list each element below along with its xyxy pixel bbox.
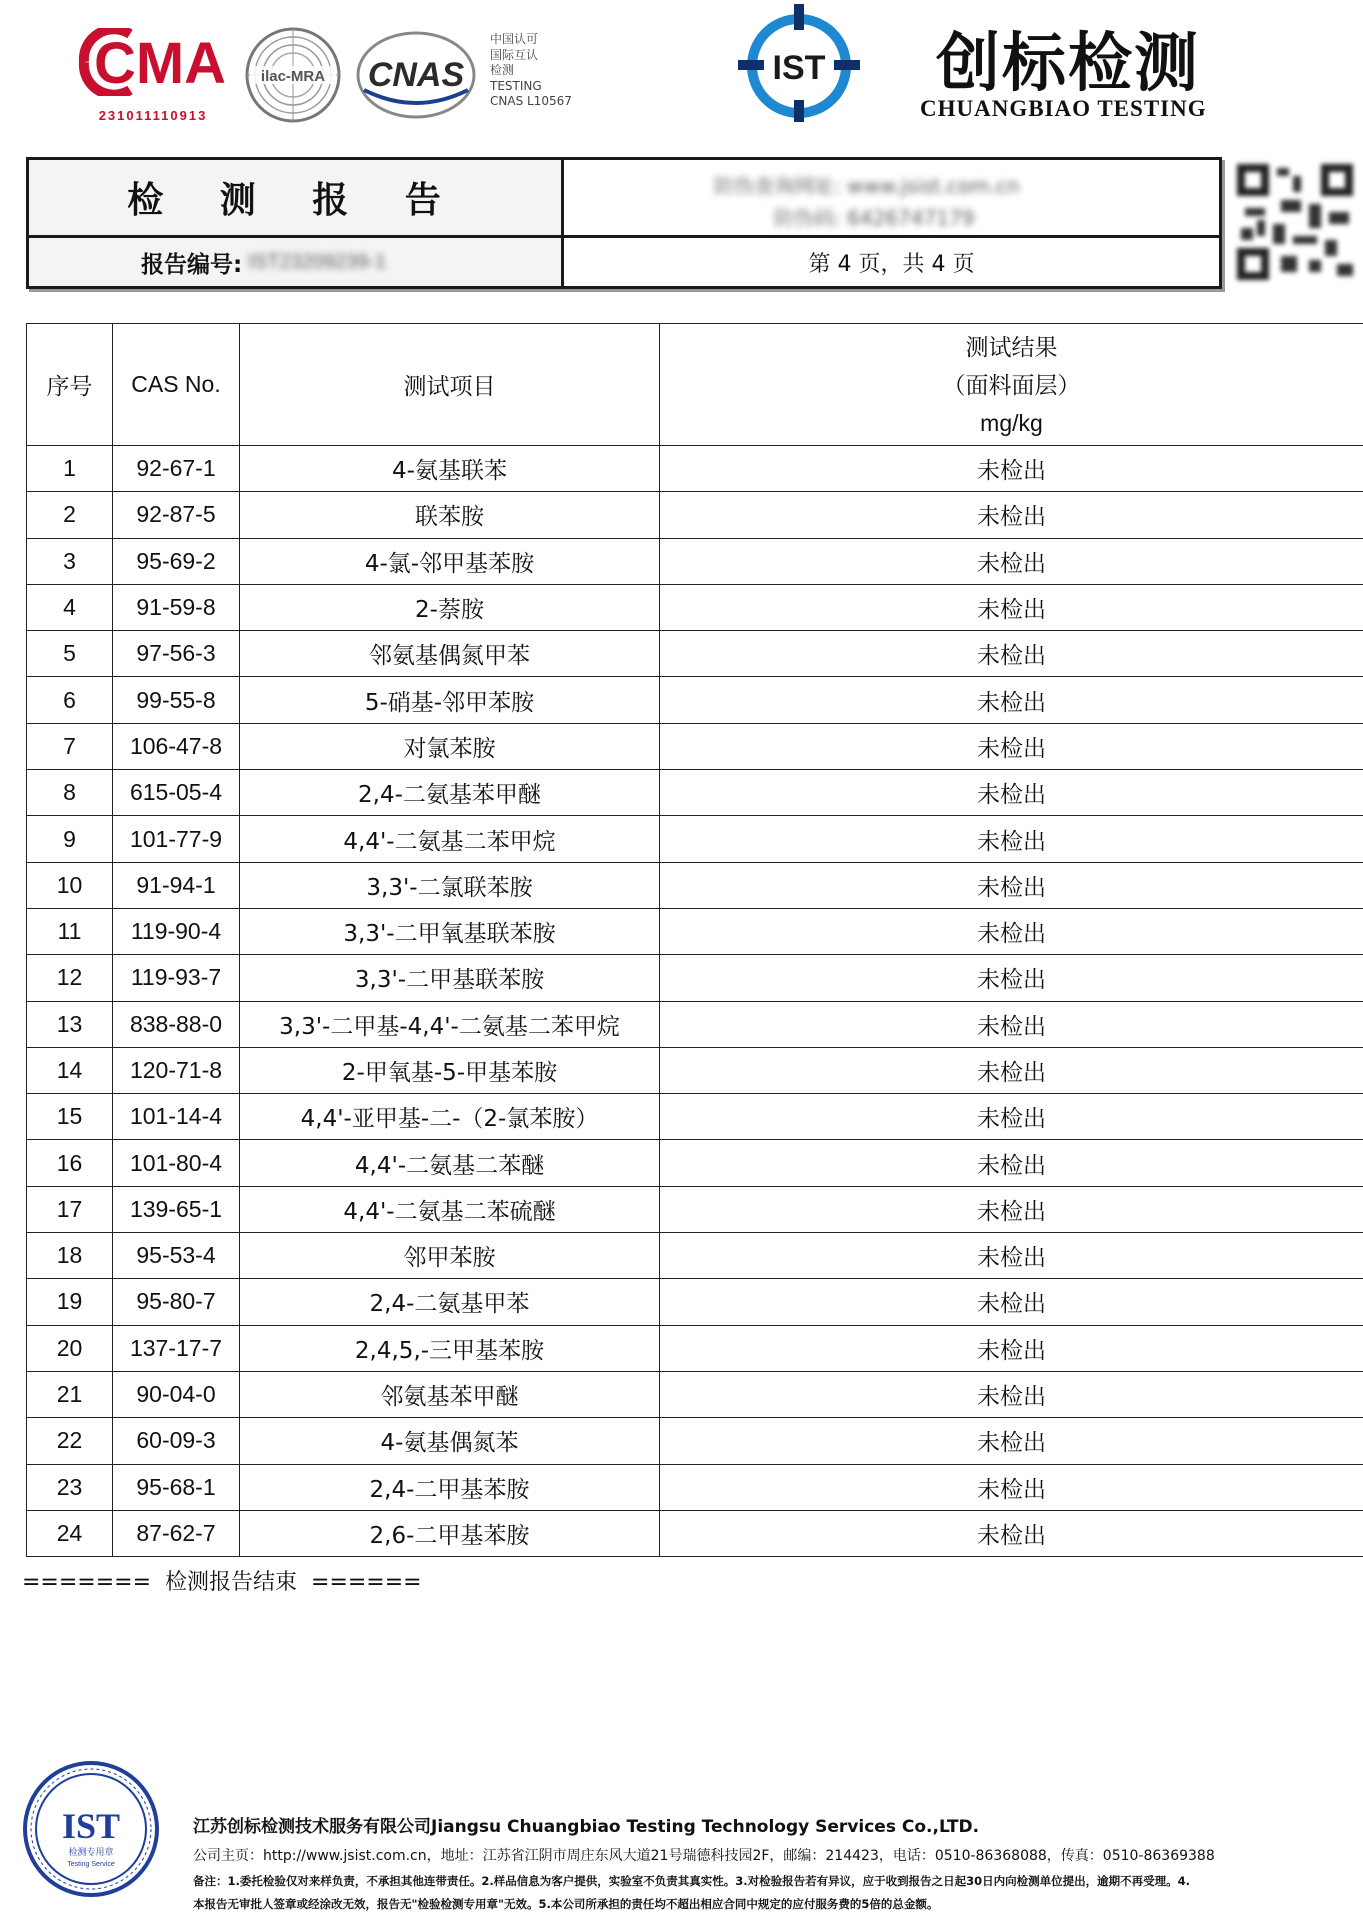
ilac-mra-logo	[244, 26, 342, 124]
footer-note: 本报告无审批人签章或经涂改无效，报告无"检验检测专用章"无效。5.本公司所承担的责任均不超出相应合同中规定的应付服务费的5倍的总金额。	[193, 1897, 939, 1911]
table-header-row	[27, 324, 1363, 446]
verify-code: 防伪码: 6426747179	[774, 206, 975, 230]
header-cas: CAS No.	[113, 324, 240, 446]
cell-item: 2,4-二氨基苯甲醚	[240, 770, 660, 816]
cell-result: 未检出	[660, 908, 1363, 954]
anti-fake-info	[564, 160, 1219, 235]
cell-seq: 21	[27, 1371, 113, 1417]
cell-cas: 97-56-3	[113, 631, 240, 677]
cell-seq: 14	[27, 1047, 113, 1093]
cell-cas: 95-69-2	[113, 538, 240, 584]
table-row	[27, 584, 1363, 630]
cell-item: 联苯胺	[240, 492, 660, 538]
cell-result: 未检出	[660, 1233, 1363, 1279]
table-row	[27, 492, 1363, 538]
table-row	[27, 631, 1363, 677]
cma-number: 231011110913	[98, 108, 208, 123]
cell-item: 4-氯-邻甲基苯胺	[240, 538, 660, 584]
cell-result: 未检出	[660, 584, 1363, 630]
table-row	[27, 446, 1363, 492]
cell-seq: 17	[27, 1186, 113, 1232]
table-row	[27, 908, 1363, 954]
results-table	[26, 323, 1363, 1557]
cell-item: 4-氨基联苯	[240, 446, 660, 492]
cell-item: 2,4-二甲基苯胺	[240, 1464, 660, 1510]
table-row	[27, 955, 1363, 1001]
cell-result: 未检出	[660, 1094, 1363, 1140]
ilac-text: ilac-MRA	[260, 68, 326, 85]
cell-item: 3,3'-二甲基-4,4'-二氨基二苯甲烷	[240, 1001, 660, 1047]
table-row	[27, 1371, 1363, 1417]
cell-item: 2-萘胺	[240, 584, 660, 630]
cnas-caption-line: TESTING	[490, 78, 542, 93]
cell-item: 2-甲氧基-5-甲基苯胺	[240, 1047, 660, 1093]
seal-sub: 检测专用章	[68, 1848, 114, 1858]
cell-seq: 13	[27, 1001, 113, 1047]
qr-code-icon	[1233, 160, 1357, 284]
cell-cas: 95-80-7	[113, 1279, 240, 1325]
cell-result: 未检出	[660, 631, 1363, 677]
seal-sub-en: Testing Service	[67, 1861, 115, 1868]
cell-item: 4-氨基偶氮苯	[240, 1418, 660, 1464]
cell-result: 未检出	[660, 1418, 1363, 1464]
cell-seq: 5	[27, 631, 113, 677]
page-indicator: 第 4 页，共 4 页	[808, 251, 975, 277]
table-row	[27, 1047, 1363, 1093]
cell-seq: 1	[27, 446, 113, 492]
divider	[561, 160, 564, 286]
cell-result: 未检出	[660, 955, 1363, 1001]
cell-cas: 91-59-8	[113, 584, 240, 630]
verify-url: 防伪查询网址: www.jsist.com.cn	[714, 174, 1020, 198]
cell-result: 未检出	[660, 816, 1363, 862]
cell-cas: 119-93-7	[113, 955, 240, 1001]
cell-cas: 95-53-4	[113, 1233, 240, 1279]
logo-strip	[0, 0, 1363, 150]
table-row	[27, 723, 1363, 769]
report-number-row	[29, 238, 561, 286]
cell-cas: 106-47-8	[113, 723, 240, 769]
cell-seq: 2	[27, 492, 113, 538]
cell-cas: 87-62-7	[113, 1510, 240, 1556]
cell-cas: 139-65-1	[113, 1186, 240, 1232]
cell-seq: 4	[27, 584, 113, 630]
cell-seq: 20	[27, 1325, 113, 1371]
footer-company: 江苏创标检测技术服务有限公司Jiangsu Chuangbiao Testing Technology Services Co.,LTD.	[193, 1817, 980, 1837]
cell-item: 4,4'-二氨基二苯醚	[240, 1140, 660, 1186]
cell-item: 4,4'-亚甲基-二-（2-氯苯胺）	[240, 1094, 660, 1140]
cell-seq: 24	[27, 1510, 113, 1556]
cell-result: 未检出	[660, 677, 1363, 723]
cell-result: 未检出	[660, 862, 1363, 908]
cell-cas: 60-09-3	[113, 1418, 240, 1464]
cell-result: 未检出	[660, 446, 1363, 492]
cell-cas: 101-80-4	[113, 1140, 240, 1186]
cell-seq: 19	[27, 1279, 113, 1325]
cell-result: 未检出	[660, 1140, 1363, 1186]
table-row	[27, 1186, 1363, 1232]
table-row	[27, 677, 1363, 723]
table-row	[27, 1279, 1363, 1325]
header-seq: 序号	[27, 324, 113, 446]
cell-seq: 16	[27, 1140, 113, 1186]
cell-item: 对氯苯胺	[240, 723, 660, 769]
cell-result: 未检出	[660, 723, 1363, 769]
cell-cas: 92-67-1	[113, 446, 240, 492]
table-row	[27, 1094, 1363, 1140]
cell-item: 2,6-二甲基苯胺	[240, 1510, 660, 1556]
cell-result: 未检出	[660, 492, 1363, 538]
cell-item: 2,4,5,-三甲基苯胺	[240, 1325, 660, 1371]
table-row	[27, 1510, 1363, 1556]
cnas-caption-line: 检测	[490, 63, 515, 77]
cell-result: 未检出	[660, 770, 1363, 816]
cell-seq: 15	[27, 1094, 113, 1140]
report-title: 检 测 报 告	[29, 160, 561, 235]
cell-result: 未检出	[660, 1371, 1363, 1417]
cell-item: 3,3'-二甲基联苯胺	[240, 955, 660, 1001]
footer-contact: 公司主页：http://www.jsist.com.cn，地址：江苏省江阴市周庄东风大道21号瑞德科技园2F，邮编：214423，电话：0510-86368088，传真：0510-86369388	[193, 1848, 1215, 1864]
ist-logo	[738, 4, 860, 122]
header-result-line: 测试结果	[965, 333, 1058, 360]
header-result-unit: mg/kg	[980, 409, 1043, 436]
cell-cas: 101-77-9	[113, 816, 240, 862]
cell-result: 未检出	[660, 538, 1363, 584]
cell-seq: 18	[27, 1233, 113, 1279]
table-row	[27, 1418, 1363, 1464]
cell-seq: 9	[27, 816, 113, 862]
cell-seq: 10	[27, 862, 113, 908]
cell-item: 5-硝基-邻甲苯胺	[240, 677, 660, 723]
cnas-caption-line: 中国认可	[490, 32, 539, 46]
cell-cas: 92-87-5	[113, 492, 240, 538]
cell-seq: 3	[27, 538, 113, 584]
cell-result: 未检出	[660, 1186, 1363, 1232]
report-end-marker: ======= 检测报告结束 ======	[22, 1570, 422, 1595]
table-row	[27, 862, 1363, 908]
cell-cas: 90-04-0	[113, 1371, 240, 1417]
cell-result: 未检出	[660, 1279, 1363, 1325]
cell-seq: 11	[27, 908, 113, 954]
cell-cas: 91-94-1	[113, 862, 240, 908]
cell-item: 邻氨基偶氮甲苯	[240, 631, 660, 677]
table-row	[27, 1325, 1363, 1371]
cell-item: 邻甲苯胺	[240, 1233, 660, 1279]
cell-seq: 7	[27, 723, 113, 769]
cell-item: 4,4'-二氨基二苯甲烷	[240, 816, 660, 862]
cell-item: 2,4-二氨基甲苯	[240, 1279, 660, 1325]
cnas-caption-line: 国际互认	[490, 47, 539, 62]
cell-cas: 120-71-8	[113, 1047, 240, 1093]
cell-cas: 137-17-7	[113, 1325, 240, 1371]
cell-seq: 23	[27, 1464, 113, 1510]
cell-cas: 95-68-1	[113, 1464, 240, 1510]
cma-text: CMA	[93, 31, 227, 96]
seal-text: IST	[61, 1806, 121, 1846]
cell-cas: 99-55-8	[113, 677, 240, 723]
cell-cas: 615-05-4	[113, 770, 240, 816]
report-header	[26, 157, 1222, 289]
cnas-text: CNAS	[367, 56, 465, 94]
cell-cas: 101-14-4	[113, 1094, 240, 1140]
ist-logo-text: IST	[772, 49, 826, 87]
cell-seq: 12	[27, 955, 113, 1001]
footer-note: 备注：1.委托检验仅对来样负责，不承担其他连带责任。2.样品信息为客户提供，实验室不负责其真实性。3.对检验报告若有异议，应于收到报告之日起30日内向检测单位提出，逾期不再受理。4.	[193, 1874, 1190, 1888]
cell-item: 邻氨基苯甲醚	[240, 1371, 660, 1417]
cma-logo	[78, 28, 228, 96]
cell-item: 3,3'-二氯联苯胺	[240, 862, 660, 908]
cell-result: 未检出	[660, 1325, 1363, 1371]
company-seal-icon	[22, 1760, 160, 1898]
table-row	[27, 770, 1363, 816]
cnas-caption-line: CNAS L10567	[490, 94, 572, 108]
brand-name-en: CHUANGBIAO TESTING	[920, 96, 1207, 121]
report-number-label: 报告编号:	[141, 251, 243, 278]
cnas-logo	[356, 30, 476, 120]
cell-result: 未检出	[660, 1047, 1363, 1093]
header-result-line: （面料面层）	[942, 371, 1081, 398]
cell-item: 3,3'-二甲氧基联苯胺	[240, 908, 660, 954]
cell-result: 未检出	[660, 1001, 1363, 1047]
cell-result: 未检出	[660, 1464, 1363, 1510]
table-row	[27, 1140, 1363, 1186]
header-item: 测试项目	[240, 324, 660, 446]
table-row	[27, 1464, 1363, 1510]
divider	[29, 235, 1219, 238]
cell-seq: 22	[27, 1418, 113, 1464]
cell-item: 4,4'-二氨基二苯硫醚	[240, 1186, 660, 1232]
table-row	[27, 1233, 1363, 1279]
cell-result: 未检出	[660, 1510, 1363, 1556]
table-row	[27, 1001, 1363, 1047]
cell-cas: 838-88-0	[113, 1001, 240, 1047]
cell-cas: 119-90-4	[113, 908, 240, 954]
header-result	[660, 324, 1363, 446]
table-row	[27, 816, 1363, 862]
table-row	[27, 538, 1363, 584]
brand-name-cn: 创标检测	[936, 26, 1200, 101]
cnas-caption	[490, 32, 572, 110]
cell-seq: 6	[27, 677, 113, 723]
report-number-value: IST23209239-1	[248, 250, 387, 273]
cell-seq: 8	[27, 770, 113, 816]
